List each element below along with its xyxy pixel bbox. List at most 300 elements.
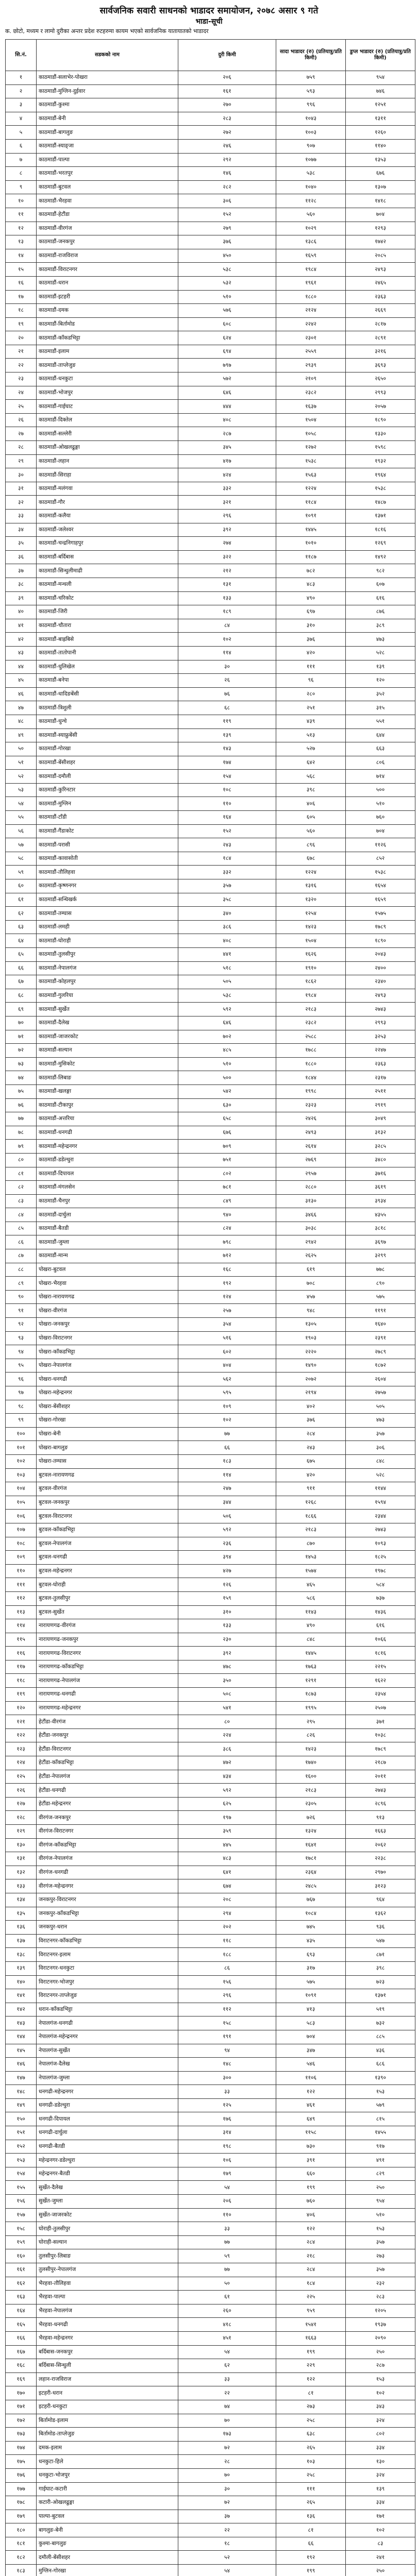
deluxe-fare-cell: ८०२ <box>346 2428 415 2442</box>
fare-cell: २१९४ <box>276 1386 346 1400</box>
fare-cell: ६७८ <box>276 852 346 866</box>
serial-cell: ८६ <box>6 1235 37 1249</box>
route-cell: नारायणगढ-महेन्द्रनगर <box>37 1701 178 1715</box>
deluxe-fare-cell: २७४३ <box>346 1523 415 1537</box>
deluxe-fare-cell: ३३४ <box>346 2496 415 2510</box>
distance-cell: ११९ <box>178 715 276 728</box>
serial-cell: १९ <box>6 317 37 331</box>
distance-cell: ६६ <box>178 1441 276 1455</box>
distance-cell: ४४१ <box>178 948 276 962</box>
fare-cell: ११२८ <box>276 194 346 208</box>
fare-cell: १७८८ <box>276 1044 346 1058</box>
route-cell: भैरहवा-तौलिहवा <box>37 2277 178 2291</box>
distance-cell: ४१८ <box>178 2318 276 2332</box>
table-row <box>6 1989 415 2003</box>
route-cell: धनगढी-बैतडी <box>37 2140 178 2154</box>
serial-cell: १४६ <box>6 2058 37 2072</box>
serial-cell: ४७ <box>6 701 37 715</box>
distance-cell: २६० <box>178 2304 276 2318</box>
distance-cell: २८ <box>178 2455 276 2469</box>
fare-cell: २८४ <box>276 2263 346 2277</box>
route-cell: बुटवल-धनगढी <box>37 1551 178 1565</box>
distance-cell: ६५८ <box>178 1112 276 1126</box>
deluxe-fare-cell: ७४६ <box>346 84 415 98</box>
table-row <box>6 2222 415 2236</box>
distance-cell: ७० <box>178 2414 276 2428</box>
route-cell: हेटौंडा-महेन्द्रनगर <box>37 1797 178 1811</box>
route-cell: नारायणगढ-नेपालगंज <box>37 1674 178 1688</box>
deluxe-fare-cell: २०८५ <box>346 249 415 263</box>
serial-cell: १७६ <box>6 2468 37 2482</box>
table-row <box>6 920 415 934</box>
route-cell: काठमाडौं-बनेपा <box>37 674 178 688</box>
distance-cell: १५६ <box>178 1975 276 1989</box>
table-row <box>6 1523 415 1537</box>
distance-cell: ९४ <box>178 2044 276 2058</box>
deluxe-fare-cell: ५४७ <box>346 1934 415 1948</box>
deluxe-fare-cell: २२३८ <box>346 1852 415 1866</box>
route-cell: काठमाडौं-मान्म <box>37 1249 178 1263</box>
fare-cell: ३४६६ <box>276 1208 346 1222</box>
deluxe-fare-cell: ८१५ <box>346 2112 415 2126</box>
deluxe-fare-cell: १९७८ <box>346 1564 415 1578</box>
route-cell: बुटवल-तुलसीपुर <box>37 1591 178 1605</box>
distance-cell: २२४ <box>178 1728 276 1742</box>
table-row <box>6 1277 415 1291</box>
table-row <box>6 1235 415 1249</box>
route-cell: काठमाडौं-मुसिकोट <box>37 1057 178 1071</box>
distance-cell: ४०४ <box>178 1359 276 1372</box>
deluxe-fare-cell: ३१२३ <box>346 1879 415 1893</box>
serial-cell: २४ <box>6 386 37 400</box>
table-row <box>6 2126 415 2140</box>
fare-cell: २१२४ <box>276 304 346 318</box>
serial-cell: १०७ <box>6 1523 37 1537</box>
distance-cell: ५९ <box>178 2249 276 2263</box>
distance-cell: ४०८ <box>178 934 276 948</box>
table-row <box>6 1633 415 1647</box>
table-row <box>6 2318 415 2332</box>
route-cell: काठमाडौं-मंगलसेन <box>37 1181 178 1195</box>
serial-cell: ११४ <box>6 1619 37 1633</box>
route-cell: हेटौंडा-जनकपुर <box>37 1728 178 1742</box>
distance-cell: १०६ <box>178 2154 276 2167</box>
table-row <box>6 345 415 359</box>
distance-cell: १८९ <box>178 605 276 619</box>
table-row <box>6 742 415 756</box>
distance-cell: ५०० <box>178 1071 276 1085</box>
deluxe-fare-cell: ३२१६ <box>346 345 415 359</box>
distance-cell: १५४ <box>178 770 276 784</box>
serial-cell: १२८ <box>6 1811 37 1825</box>
deluxe-fare-cell: १७१ <box>346 2510 415 2523</box>
serial-cell: १५४ <box>6 2167 37 2181</box>
distance-cell: ७४ <box>178 2400 276 2414</box>
distance-cell: ७७ <box>178 2263 276 2277</box>
fare-cell: ४५७ <box>276 1290 346 1304</box>
route-cell: नारायणगढ-जनकपुर <box>37 1633 178 1647</box>
distance-cell: ५०६ <box>178 1510 276 1523</box>
table-row <box>6 1454 415 1468</box>
distance-cell: ३५० <box>178 1674 276 1688</box>
table-row <box>6 770 415 784</box>
serial-cell: १२६ <box>6 1784 37 1798</box>
deluxe-fare-cell: २५०७ <box>346 1701 415 1715</box>
table-row <box>6 1071 415 1085</box>
route-cell: भैरहवा-नेपालगंज <box>37 2304 178 2318</box>
table-row <box>6 961 415 975</box>
deluxe-fare-cell: ८७१ <box>346 1948 415 1962</box>
fare-cell: ३४७ <box>276 2044 346 2058</box>
fare-cell: २१०९ <box>276 372 346 386</box>
table-row <box>6 1784 415 1798</box>
fare-cell: ४६५ <box>276 1578 346 1592</box>
fare-cell: ७६७ <box>276 1893 346 1907</box>
serial-cell: १३२ <box>6 1866 37 1879</box>
deluxe-fare-cell: १०२ <box>346 2386 415 2400</box>
table-row <box>6 1537 415 1551</box>
serial-cell: ९४ <box>6 1345 37 1359</box>
table-row <box>6 454 415 468</box>
table-row <box>6 427 415 441</box>
table-row <box>6 1084 415 1098</box>
distance-cell: ७९७ <box>178 359 276 372</box>
deluxe-fare-cell: २३२ <box>346 2277 415 2291</box>
distance-cell: २५७ <box>178 1304 276 1318</box>
serial-cell: १२७ <box>6 1797 37 1811</box>
route-cell: महेन्द्रनगर-डडेल्धुरा <box>37 2154 178 2167</box>
distance-cell: ५१० <box>178 1057 276 1071</box>
route-cell: नेपालगंज-जुम्ला <box>37 2071 178 2085</box>
distance-cell: १५२ <box>178 208 276 222</box>
distance-cell: ३५८ <box>178 893 276 907</box>
table-row <box>6 222 415 235</box>
serial-cell: ९६ <box>6 1372 37 1386</box>
distance-cell: ३२२ <box>178 550 276 564</box>
route-cell: काठमाडौं-टाँडी <box>37 811 178 825</box>
distance-cell: ५०५ <box>178 975 276 989</box>
distance-cell: ६२५ <box>178 1797 276 1811</box>
serial-cell: १०० <box>6 1427 37 1441</box>
deluxe-fare-cell: ९३६ <box>346 1921 415 1935</box>
fare-cell: ७०४ <box>276 2030 346 2044</box>
fare-cell: २३८२ <box>276 1016 346 1030</box>
route-cell: काठमाडौं-हेटौंडा <box>37 208 178 222</box>
table-row <box>6 2441 415 2455</box>
table-header-row <box>6 40 415 71</box>
serial-cell: ८४ <box>6 1208 37 1222</box>
distance-cell: १३३ <box>178 1619 276 1633</box>
serial-cell: ७६ <box>6 1098 37 1112</box>
distance-cell: ३७ <box>178 2510 276 2523</box>
fare-cell: २७३ <box>276 2400 346 2414</box>
fare-cell: १०५८ <box>276 427 346 441</box>
table-row <box>6 2263 415 2277</box>
route-cell: काठमाडौं-लमही <box>37 920 178 934</box>
table-row <box>6 1797 415 1811</box>
deluxe-fare-cell: ९५४ <box>346 2195 415 2209</box>
fare-cell: ९९६ <box>276 98 346 112</box>
distance-cell: ३० <box>178 2482 276 2496</box>
deluxe-fare-cell: २६०४ <box>346 1372 415 1386</box>
table-row <box>6 510 415 523</box>
distance-cell: १०२ <box>178 1414 276 1428</box>
distance-cell: १९२ <box>178 1277 276 1291</box>
route-cell: काठमाडौं-बुटवल <box>37 180 178 194</box>
fare-cell: २९३९ <box>276 359 346 372</box>
fare-cell: ४०६ <box>276 797 346 811</box>
table-row <box>6 1304 415 1318</box>
deluxe-fare-cell: २३४४ <box>346 1510 415 1523</box>
fare-cell: २६१४ <box>276 1140 346 1154</box>
fare-cell: १९६१ <box>276 276 346 290</box>
deluxe-fare-cell: २८९१ <box>346 331 415 345</box>
table-row <box>6 1427 415 1441</box>
table-row <box>6 2565 415 2576</box>
route-cell: काठमाडौं-घोराही <box>37 934 178 948</box>
serial-cell: ४६ <box>6 687 37 701</box>
route-cell: बुटवल-विराटनगर <box>37 1510 178 1523</box>
table-row <box>6 2291 415 2304</box>
deluxe-fare-cell: ७१४ <box>346 770 415 784</box>
fare-cell: १४५३ <box>276 1551 346 1565</box>
serial-cell: १६१ <box>6 2263 37 2277</box>
distance-cell: २७२ <box>178 126 276 140</box>
route-cell: काठमाडौं-बाह्रबिसे <box>37 633 178 647</box>
deluxe-fare-cell: ३१३२ <box>346 1126 415 1140</box>
serial-cell: १४१ <box>6 1989 37 2003</box>
deluxe-fare-cell: १२० <box>346 674 415 688</box>
fare-cell: १७४० <box>276 1756 346 1770</box>
table-row <box>6 975 415 989</box>
header-deluxe-fare: डुप्ल भाडादर (रु) (प्रतियात्रु/प्रति किमी) <box>346 40 415 71</box>
table-row <box>6 1126 415 1140</box>
serial-cell: २३ <box>6 372 37 386</box>
table-row <box>6 1674 415 1688</box>
route-cell: काठमाडौं-ओखलढुङ्गा <box>37 441 178 455</box>
route-cell: हेटौंडा-काँकडभिट्टा <box>37 1756 178 1770</box>
deluxe-fare-cell: ७७८ <box>346 1263 415 1277</box>
table-row <box>6 2331 415 2345</box>
fare-cell: १२६८ <box>276 1496 346 1510</box>
route-cell: काठमाडौं-दमक <box>37 304 178 318</box>
route-cell: वीरगंज-जनकपुर <box>37 1811 178 1825</box>
deluxe-fare-cell: १३९ <box>346 2482 415 2496</box>
route-cell: वीरगंज-महेन्द्रनगर <box>37 1879 178 1893</box>
distance-cell: ५१६ <box>178 1331 276 1345</box>
deluxe-fare-cell: ३६१९ <box>346 1181 415 1195</box>
route-cell: काठमाडौं-कुरिनटार <box>37 783 178 797</box>
deluxe-fare-cell: २७५७ <box>346 1386 415 1400</box>
deluxe-fare-cell: ९१७ <box>346 2140 415 2154</box>
deluxe-fare-cell: १६६३ <box>346 1825 415 1839</box>
route-cell: काठमाडौं-जलेश्वर <box>37 523 178 537</box>
fare-cell: १६४१ <box>276 1838 346 1852</box>
fare-cell: १९९ <box>276 2565 346 2576</box>
distance-cell: ६९४ <box>178 345 276 359</box>
distance-cell: २३६ <box>178 1537 276 1551</box>
fare-cell: ६६० <box>276 2167 346 2181</box>
table-row <box>6 948 415 962</box>
fare-cell: ४२० <box>276 646 346 660</box>
fare-cell: २४२६ <box>276 1112 346 1126</box>
fare-cell: ९५९ <box>276 2304 346 2318</box>
deluxe-fare-cell: १४३६ <box>346 1605 415 1619</box>
deluxe-fare-cell: २०४३ <box>346 948 415 962</box>
deluxe-fare-cell: १३०७ <box>346 180 415 194</box>
table-row <box>6 2482 415 2496</box>
deluxe-fare-cell: २९७० <box>346 1866 415 1879</box>
serial-cell: ३२ <box>6 496 37 510</box>
route-cell: वीरगंज-नेपालगंज <box>37 1852 178 1866</box>
route-cell: नारायणगढ-विराटनगर <box>37 1647 178 1660</box>
serial-cell: ८१ <box>6 1167 37 1181</box>
distance-cell: ४३४ <box>178 1770 276 1784</box>
route-cell: काठमाडौं-टीकापुर <box>37 1098 178 1112</box>
deluxe-fare-cell: ३५७ <box>346 1427 415 1441</box>
route-cell: काठमाडौं-गैंडाकोट <box>37 824 178 838</box>
route-cell: पोखरा-काँकडभिट्टा <box>37 1345 178 1359</box>
deluxe-fare-cell: ३९८ <box>346 1961 415 1975</box>
serial-cell: २६ <box>6 413 37 427</box>
serial-cell: १४५ <box>6 2044 37 2058</box>
serial-cell: ७३ <box>6 1057 37 1071</box>
deluxe-fare-cell: २९१९ <box>346 1098 415 1112</box>
deluxe-fare-cell: ६०७ <box>346 578 415 591</box>
deluxe-fare-cell: ८४८ <box>346 1454 415 1468</box>
deluxe-fare-cell: १४१८ <box>346 194 415 208</box>
serial-cell: १६ <box>6 276 37 290</box>
route-cell: काठमाडौं-जुम्ला <box>37 1235 178 1249</box>
deluxe-fare-cell: ७६० <box>346 811 415 825</box>
table-row <box>6 811 415 825</box>
serial-cell: १६५ <box>6 2318 37 2332</box>
fare-cell: १६५९ <box>276 249 346 263</box>
distance-cell: १४८ <box>178 2058 276 2072</box>
serial-cell: ८० <box>6 1153 37 1167</box>
table-row <box>6 468 415 482</box>
route-cell: काठमाडौं-चौतारा <box>37 619 178 633</box>
table-row <box>6 84 415 98</box>
distance-cell: २८३ <box>178 112 276 126</box>
distance-cell: ५३२ <box>178 276 276 290</box>
serial-cell: ६२ <box>6 907 37 921</box>
table-row <box>6 1961 415 1975</box>
fare-cell: २४९३ <box>276 1126 346 1140</box>
distance-cell: ३० <box>178 660 276 674</box>
route-cell: कुश्मा-बागलुङ <box>37 2537 178 2551</box>
distance-cell: ३२१ <box>178 496 276 510</box>
serial-cell: ८८ <box>6 1263 37 1277</box>
distance-cell: ३५४ <box>178 1318 276 1332</box>
distance-cell: ५९२ <box>178 1523 276 1537</box>
serial-cell: १७७ <box>6 2482 37 2496</box>
table-row <box>6 1605 415 1619</box>
distance-cell: ७७ <box>178 1427 276 1441</box>
route-cell: महेन्द्रनगर-बैतडी <box>37 2167 178 2181</box>
route-cell: हेटौंडा-नेपालगंज <box>37 1770 178 1784</box>
distance-cell: १७३ <box>178 2428 276 2442</box>
deluxe-fare-cell: ३४३ <box>346 2400 415 2414</box>
route-cell: बुटवल-सुर्खेत <box>37 1605 178 1619</box>
serial-cell: १३५ <box>6 1907 37 1921</box>
distance-cell: ७५१ <box>178 1153 276 1167</box>
fare-cell: २५८ <box>276 2468 346 2482</box>
route-cell: पोखरा-महेन्द्रनगर <box>37 1386 178 1400</box>
distance-cell: ३३२ <box>178 482 276 496</box>
fare-cell: १३२० <box>276 893 346 907</box>
deluxe-fare-cell: १५३ <box>346 2222 415 2236</box>
distance-cell: २६ <box>178 674 276 688</box>
serial-cell: १७५ <box>6 2455 37 2469</box>
table-row <box>6 1770 415 1784</box>
serial-cell: १ <box>6 71 37 85</box>
deluxe-fare-cell: १९६४ <box>346 468 415 482</box>
distance-cell: ५७६ <box>178 304 276 318</box>
route-cell: काठमाडौं-धुन्चे <box>37 715 178 728</box>
distance-cell: ८४ <box>178 619 276 633</box>
table-row <box>6 523 415 537</box>
fare-cell: १९०३ <box>276 1331 346 1345</box>
route-cell: काठमाडौं-दैलेख <box>37 1016 178 1030</box>
route-cell: पोखरा-बेंसीशहर <box>37 1400 178 1414</box>
fare-cell: ७८२ <box>276 564 346 578</box>
route-cell: काठमाडौं-काँकडभिट्टा <box>37 331 178 345</box>
deluxe-fare-cell: १२६९ <box>346 537 415 551</box>
table-row <box>6 1263 415 1277</box>
table-row <box>6 71 415 85</box>
fare-cell: १४४५ <box>276 1647 346 1660</box>
distance-cell: ११४ <box>178 646 276 660</box>
route-cell: बुटवल-घोराही <box>37 1578 178 1592</box>
fare-cell: २५५९ <box>276 345 346 359</box>
table-row <box>6 1715 415 1729</box>
fare-cell: २४८५ <box>276 1879 346 1893</box>
fare-cell: १४२३ <box>276 920 346 934</box>
deluxe-fare-cell: १०६६ <box>346 1633 415 1647</box>
route-cell: बिर्तामोड-ताप्लेजुङ <box>37 2428 178 2442</box>
serial-cell: १३० <box>6 1838 37 1852</box>
table-row <box>6 907 415 921</box>
distance-cell: ५६२ <box>178 1372 276 1386</box>
fare-cell: ८१ <box>276 2523 346 2537</box>
deluxe-fare-cell: ४३५५ <box>346 1208 415 1222</box>
table-row <box>6 879 415 893</box>
table-row <box>6 2523 415 2537</box>
serial-cell: १७९ <box>6 2510 37 2523</box>
fare-cell: ५६० <box>276 208 346 222</box>
route-cell: काठमाडौं-धनकुटा <box>37 372 178 386</box>
deluxe-fare-cell: ६६३ <box>346 742 415 756</box>
table-row <box>6 276 415 290</box>
fare-cell: ११०६ <box>276 2071 346 2085</box>
deluxe-fare-cell: २६५० <box>346 372 415 386</box>
table-row <box>6 496 415 510</box>
serial-cell: ३५ <box>6 537 37 551</box>
serial-cell: ४५ <box>6 674 37 688</box>
serial-cell: ९ <box>6 180 37 194</box>
serial-cell: १३१ <box>6 1852 37 1866</box>
fare-cell: १६०० <box>276 1770 346 1784</box>
serial-cell: ५९ <box>6 866 37 879</box>
serial-cell: ५६ <box>6 824 37 838</box>
route-cell: काठमाडौं-इलाम <box>37 345 178 359</box>
route-cell: बुटवल-वीरगंज <box>37 1482 178 1496</box>
table-row <box>6 1948 415 1962</box>
deluxe-fare-cell: ३२४ <box>346 2414 415 2428</box>
deluxe-fare-cell: १९३७ <box>346 2318 415 2332</box>
table-row <box>6 2016 415 2030</box>
